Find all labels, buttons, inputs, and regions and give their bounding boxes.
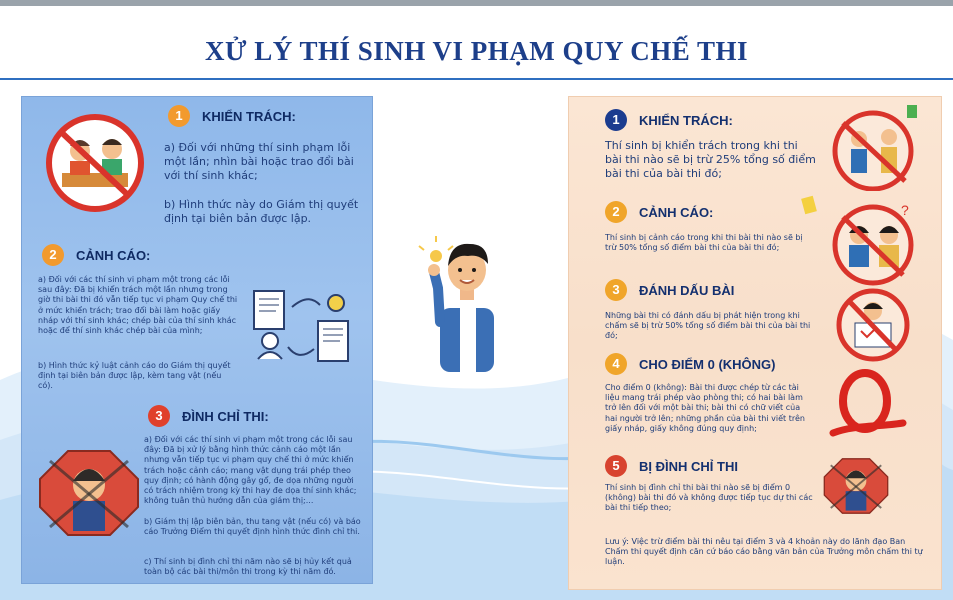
svg-text:?: ? <box>901 202 909 218</box>
left-section-3-text-c: c) Thí sinh bị đình chỉ thi năm nào sẽ bị hủy kết quả toàn bộ các bài thi/môn thi trong kỳ thi năm đó. <box>144 557 352 577</box>
right-section-2-heading: CẢNH CÁO: <box>639 205 714 220</box>
green-card-icon <box>907 105 917 118</box>
left-section-1-text-a: a) Đối với những thí sinh phạm lỗi một lần; nhìn bài hoặc trao đổi bài với thí sinh khác; <box>164 141 354 183</box>
right-section-3-text: Những bài thi có đánh dấu bị phát hiện trong khi chấm sẽ bị trừ 50% tổng số điểm bài thi của bài thi đó; <box>605 311 811 341</box>
right-section-1-text: Thí sinh bị khiển trách trong khi thi bài thi nào sẽ bị trừ 25% tổng số điểm bài thi của bài thi đó; <box>605 139 816 181</box>
prohibited-student-icon <box>823 457 889 515</box>
arguing-people-icon <box>815 103 931 191</box>
step-1-badge: 1 <box>168 105 190 127</box>
right-section-3-heading: ĐÁNH DẤU BÀI <box>639 283 735 298</box>
right-step-5-badge: 5 <box>605 455 627 477</box>
right-step-3-badge: 3 <box>605 279 627 301</box>
right-note-text: Lưu ý: Việc trừ điểm bài thi nêu tại điểm 3 và 4 khoản này do lãnh đạo Ban Chấm thi quyết định căn cứ báo cáo bằng văn bản của Trưởng môn chấm thi tự luận. <box>605 537 923 567</box>
right-step-1-badge: 1 <box>605 109 627 131</box>
left-section-1-heading: KHIỂN TRÁCH: <box>202 109 296 124</box>
prohibited-student-icon <box>38 449 140 537</box>
right-infographic-panel <box>568 96 942 590</box>
title-divider <box>0 78 953 80</box>
step-3-badge: 3 <box>148 405 170 427</box>
left-section-3-text-b: b) Giám thị lập biên bản, thu tang vật (nếu có) và báo cáo Trưởng Điểm thi quyết định hình thức đình chỉ thi. <box>144 517 361 537</box>
left-section-2-text-a: a) Đối với các thí sinh vi phạm một trong các lỗi sau đây: Đã bị khiển trách một lần nhưng trong giờ thi bài thi đó vẫn tiếp tục vi phạm Quy chế thi ở mức khiển trách; trao đổi bài làm hoặc giấy nháp với thí sinh khác; chép bài của thí sinh khác hoặc để thí sinh khác chép bài của mình; <box>38 275 238 336</box>
no-copying-icon <box>40 113 150 213</box>
right-step-2-badge: 2 <box>605 201 627 223</box>
right-section-5-text: Thí sinh bị đình chỉ thi bài thi nào sẽ bị điểm 0 (không) bài thi đó và không được tiếp tục dự thi các bài thi tiếp theo; <box>605 483 813 513</box>
document-exchange-icon <box>248 285 360 369</box>
left-infographic-panel <box>21 96 373 584</box>
top-bar <box>0 0 953 6</box>
page-title: XỬ LÝ THÍ SINH VI PHẠM QUY CHẾ THI <box>204 36 749 66</box>
right-section-4-text: Cho điểm 0 (không): Bài thi được chép từ các tài liệu mang trái phép vào phòng thi; có hai bài làm trở lên đối với một bài thi; bài thi có chữ viết của hai người trở lên; những phần của bài thi viết trên giấy nháp, giấy không đúng quy định; <box>605 383 805 433</box>
right-section-4-heading: CHO ĐIỂM 0 (KHÔNG) <box>639 357 776 372</box>
step-2-badge: 2 <box>42 244 64 266</box>
left-section-3-heading: ĐÌNH CHỈ THI: <box>182 409 269 424</box>
student-idea-icon <box>418 232 514 372</box>
right-section-1-heading: KHIỂN TRÁCH: <box>639 113 733 128</box>
right-step-4-badge: 4 <box>605 353 627 375</box>
left-section-3-text-a: a) Đối với các thí sinh vi phạm một trong các lỗi sau đây: Đã bị xử lý bằng hình thức cảnh cáo một lần nhưng vẫn tiếp tục vi phạm quy chế thi ở mức khiển trách hoặc cảnh cáo; mang vật dụng trái phép theo quy định; có hành động gây gổ, đe dọa những người có trách nhiệm trong kỳ thi hay đe dọa thí sinh khác; không tuân thủ hướng dẫn của giám thị;... <box>144 435 357 506</box>
left-section-2-text-b: b) Hình thức kỷ luật cảnh cáo do Giám thị quyết định tại biên bản được lập, kèm tang vật (nếu có). <box>38 361 231 391</box>
right-section-5-heading: BỊ ĐÌNH CHỈ THI <box>639 459 738 474</box>
zero-score-icon <box>825 367 909 447</box>
right-section-2-text: Thí sinh bị cảnh cáo trong khi thi bài thi nào sẽ bị trừ 50% tổng số điểm bài thi của bài thi đó; <box>605 233 803 253</box>
left-section-2-heading: CẢNH CÁO: <box>76 248 151 263</box>
yellow-card-icon <box>797 193 931 289</box>
left-section-1-text-b: b) Hình thức này do Giám thị quyết định tại biên bản được lập. <box>164 198 359 226</box>
marked-paper-icon <box>825 287 921 363</box>
